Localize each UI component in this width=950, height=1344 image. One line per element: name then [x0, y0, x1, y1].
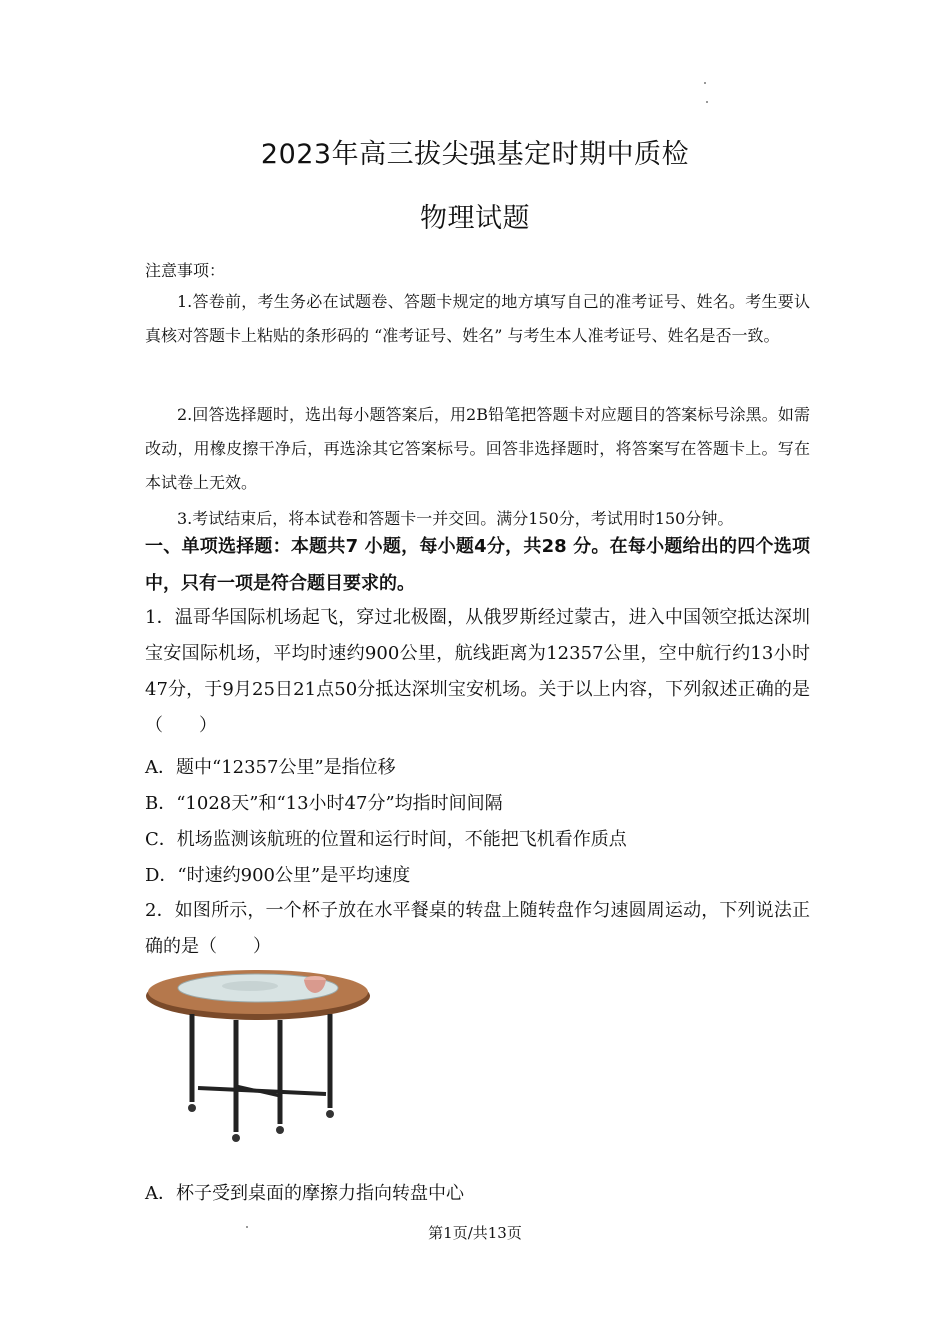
- q1-option-a: A．题中“12357公里”是指位移: [145, 757, 396, 778]
- scan-speck: [706, 101, 708, 103]
- table-legs: [192, 1014, 330, 1132]
- scan-speck: [704, 82, 706, 84]
- q2-option-a: A．杯子受到桌面的摩擦力指向转盘中心: [145, 1183, 464, 1204]
- notice-heading: 注意事项：: [145, 261, 226, 280]
- page-number: 第1页/共13页: [428, 1224, 522, 1242]
- exam-subject: 物理试题: [420, 203, 530, 234]
- exam-title: 2023年高三拔尖强基定时期中质检: [260, 139, 690, 170]
- notice-item-3: 3.考试结束后，将本试卷和答题卡一并交回。满分150分，考试用时150分钟。: [177, 509, 734, 528]
- turntable-table-figure: [140, 962, 380, 1152]
- notice-item-2: 2.回答选择题时，选出每小题答案后，用2B铅笔把答题卡对应题目的答案标号涂黑。如需改动，用橡皮擦干净后，再选涂其它答案标号。回答非选择题时，将答案写在答题卡上。写在本试卷上无效。: [145, 405, 810, 492]
- q1-option-b: B．“1028天”和“13小时47分”均指时间间隔: [145, 793, 503, 814]
- section-heading: 一、单项选择题：本题共7 小题，每小题4分，共28 分。在每小题给出的四个选项中，只有一项是符合题目要求的。: [145, 536, 810, 594]
- table-top: [146, 970, 370, 1020]
- question-2-stem: 2．如图所示，一个杯子放在水平餐桌的转盘上随转盘作匀速圆周运动，下列说法正确的是（ ）: [145, 900, 810, 957]
- question-1-stem: 1．温哥华国际机场起飞，穿过北极圈，从俄罗斯经过蒙古，进入中国领空抵达深圳宝安国际机场，平均时速约900公里，航线距离为12357公里，空中航行约13小时47分，于9月25日21点50分抵达深圳宝安机场。关于以上内容，下列叙述正确的是（ ）: [145, 607, 810, 736]
- notice-item-1: 1.答卷前，考生务必在试题卷、答题卡规定的地方填写自己的准考证号、姓名。考生要认真核对答题卡上粘贴的条形码的 “准考证号、姓名” 与考生本人准考证号、姓名是否一致。: [145, 292, 810, 345]
- table-wheels: [188, 1104, 334, 1142]
- q1-option-d: D．“时速约900公里”是平均速度: [145, 865, 411, 886]
- q1-option-c: C．机场监测该航班的位置和运行时间，不能把飞机看作质点: [145, 829, 627, 850]
